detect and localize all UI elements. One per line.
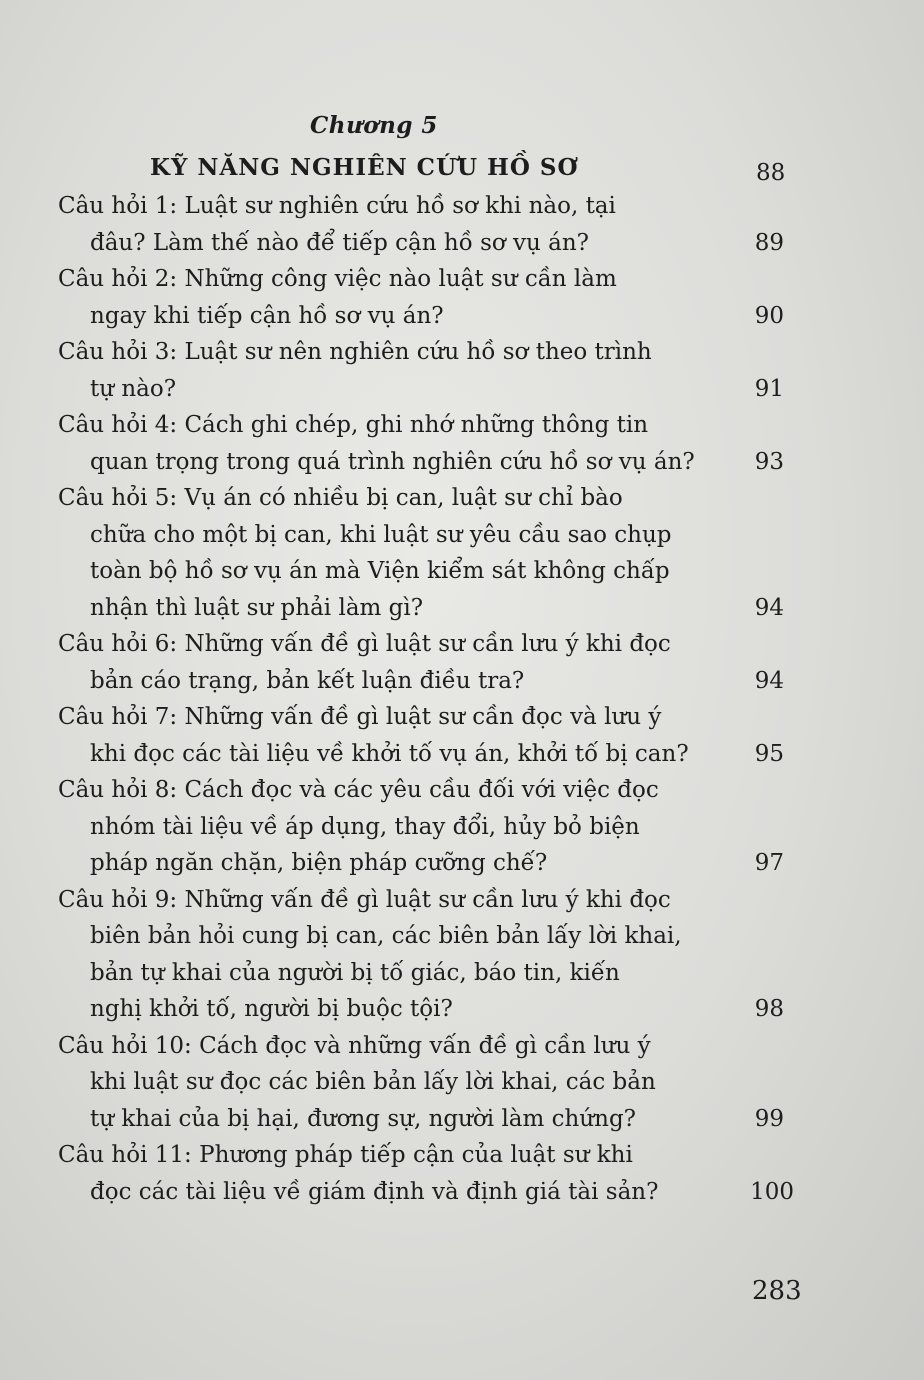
chapter-title: KỸ NĂNG NGHIÊN CỨU HỒ SƠ bbox=[150, 154, 579, 181]
toc-entry-line: Câu hỏi 5: Vụ án có nhiều bị can, luật sư chỉ bào bbox=[58, 485, 623, 511]
toc-entry-line: Câu hỏi 7: Những vấn đề gì luật sư cần đọc và lưu ý bbox=[58, 704, 662, 730]
toc-entry-line: chữa cho một bị can, khi luật sư yêu cầu sao chụp bbox=[90, 521, 672, 548]
toc-entry-line: nhóm tài liệu về áp dụng, thay đổi, hủy bỏ biện bbox=[90, 813, 640, 840]
toc-entry-8 bbox=[0, 772, 924, 882]
toc-entry-line: khi đọc các tài liệu về khởi tố vụ án, khởi tố bị can? bbox=[90, 740, 689, 767]
toc-entry-line: Câu hỏi 4: Cách ghi chép, ghi nhớ những thông tin bbox=[58, 412, 649, 438]
toc-entry-line: Câu hỏi 10: Cách đọc và những vấn đề gì cần lưu ý bbox=[58, 1032, 651, 1059]
toc-entry-line: bản tự khai của người bị tố giác, báo tin, kiến bbox=[90, 959, 620, 986]
toc-entry-page: 98 bbox=[754, 996, 784, 1022]
toc-entry-line: bản cáo trạng, bản kết luận điều tra? bbox=[90, 667, 525, 694]
toc-entry-4 bbox=[0, 407, 924, 480]
toc-entry-10 bbox=[0, 1028, 924, 1138]
toc-entry-page: 94 bbox=[754, 594, 784, 621]
chapter-page-number: 88 bbox=[756, 160, 786, 186]
toc-entry-3 bbox=[0, 334, 924, 407]
toc-entry-page: 89 bbox=[754, 229, 784, 256]
toc-entry-9 bbox=[0, 882, 924, 1028]
toc-entry-line: nghị khởi tố, người bị buộc tội? bbox=[90, 996, 453, 1022]
toc-entry-page: 95 bbox=[754, 740, 784, 767]
toc-entry-line: Câu hỏi 9: Những vấn đề gì luật sư cần lưu ý khi đọc bbox=[58, 886, 671, 913]
toc-entry-line: Câu hỏi 6: Những vấn đề gì luật sư cần lưu ý khi đọc bbox=[58, 631, 671, 657]
toc-entry-page: 90 bbox=[754, 302, 784, 329]
toc-entry-line: ngay khi tiếp cận hồ sơ vụ án? bbox=[90, 302, 444, 329]
toc-entry-page: 99 bbox=[754, 1105, 784, 1132]
toc-entry-page: 93 bbox=[754, 448, 784, 475]
toc-entry-line: Câu hỏi 2: Những công việc nào luật sư cần làm bbox=[58, 266, 617, 292]
toc-entry-1 bbox=[0, 188, 924, 261]
toc-entry-line: đọc các tài liệu về giám định và định giá tài sản? bbox=[90, 1178, 659, 1205]
toc-entry-line: Câu hỏi 1: Luật sư nghiên cứu hồ sơ khi nào, tại bbox=[58, 193, 616, 219]
toc-entries bbox=[0, 188, 924, 1210]
toc-entry-6 bbox=[0, 626, 924, 699]
toc-entry-line: biên bản hỏi cung bị can, các biên bản lấy lời khai, bbox=[90, 923, 682, 949]
toc-entry-page: 100 bbox=[750, 1178, 794, 1205]
toc-entry-11 bbox=[0, 1137, 924, 1210]
chapter-label: Chương 5 bbox=[310, 112, 438, 139]
toc-entry-line: tự nào? bbox=[90, 375, 177, 402]
toc-entry-page: 91 bbox=[754, 375, 784, 402]
toc-entry-5 bbox=[0, 480, 924, 626]
page-number: 283 bbox=[752, 1276, 802, 1306]
toc-entry-line: khi luật sư đọc các biên bản lấy lời khai, các bản bbox=[90, 1069, 656, 1095]
toc-entry-line: đâu? Làm thế nào để tiếp cận hồ sơ vụ án? bbox=[90, 229, 590, 256]
toc-entry-line: Câu hỏi 11: Phương pháp tiếp cận của luật sư khi bbox=[58, 1142, 633, 1168]
toc-entry-line: Câu hỏi 8: Cách đọc và các yêu cầu đối với việc đọc bbox=[58, 777, 659, 803]
toc-entry-line: Câu hỏi 3: Luật sư nên nghiên cứu hồ sơ theo trình bbox=[58, 339, 652, 365]
toc-entry-2 bbox=[0, 261, 924, 334]
toc-entry-line: nhận thì luật sư phải làm gì? bbox=[90, 594, 424, 621]
toc-entry-page: 94 bbox=[754, 667, 784, 694]
toc-entry-line: tự khai của bị hại, đương sự, người làm chứng? bbox=[90, 1105, 637, 1132]
toc-entry-page: 97 bbox=[754, 850, 784, 876]
toc-entry-7 bbox=[0, 699, 924, 772]
toc-entry-line: pháp ngăn chặn, biện pháp cưỡng chế? bbox=[90, 850, 548, 876]
toc-entry-line: toàn bộ hồ sơ vụ án mà Viện kiểm sát không chấp bbox=[90, 558, 670, 584]
toc-entry-line: quan trọng trong quá trình nghiên cứu hồ sơ vụ án? bbox=[90, 448, 695, 475]
